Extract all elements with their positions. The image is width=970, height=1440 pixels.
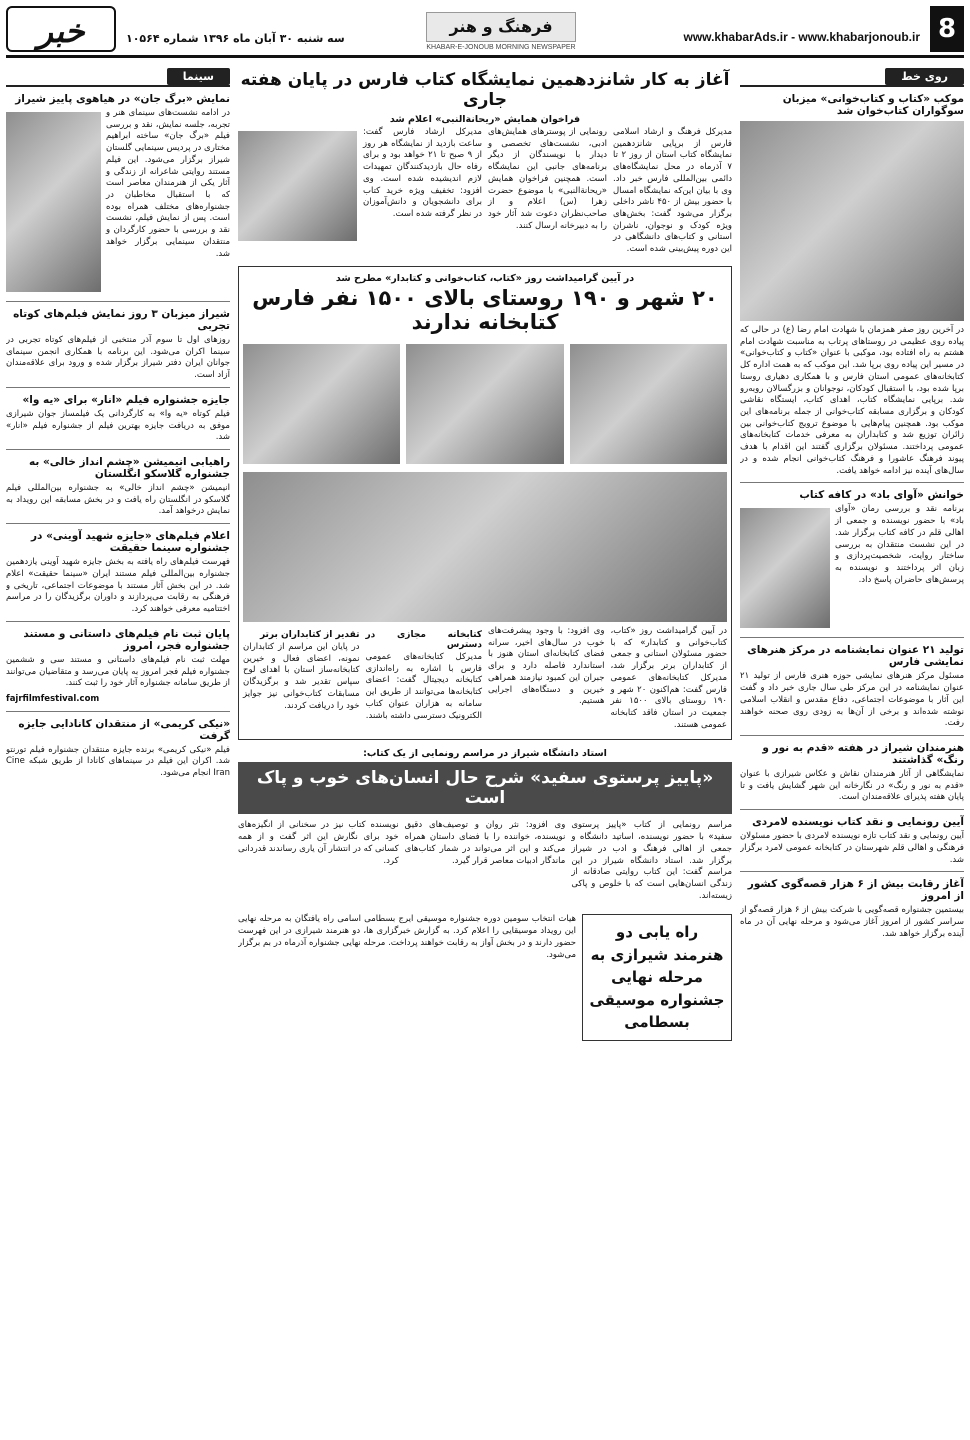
- article-title: جایزه جشنواره فیلم «انار» برای «یه وا»: [22, 393, 230, 406]
- article-body: مدیرکل فرهنگ و ارشاد اسلامی فارس از برپایی شانزدهمین نمایشگاه کتاب استان از روز ۲ تا ۷ آذرماه در محل نمایشگاه‌های دائمی بین‌المللی فارس خبر داد. وی با بیان این‌که نمایشگاه امسال با حضور بیش از ۴۵۰ ناشر داخلی برگزار می‌شود گفت: بخش‌های ویژه کودک و نوجوان، ناشران استانی و کتاب‌های دانشگاهی در این دوره پیش‌بینی شده است.: [613, 127, 732, 255]
- column-tag: سینما: [167, 68, 230, 85]
- subhead: کتابخانه مجازی در دسترس: [365, 629, 482, 650]
- article-body: نویسنده کتاب نیز در سخنانی از انگیزه‌های خود برای نگارش این اثر گفت و از همه کسانی که در انتشار آن یاری رساندند قدردانی کرد.: [238, 820, 399, 866]
- article-body: انیمیشن «چشم انداز خالی» به جشنواره بین‌المللی فیلم گلاسکو در انگلستان راه یافت و در بخش مسابقه این رویداد به نمایش درخواهد آمد.: [6, 483, 230, 517]
- headline-music-festival: راه یابی دو هنرمند شیرازی به مرحله نهایی جشنواره موسیقی بسطامی: [582, 914, 732, 1041]
- article-title: نمایش «برگ جان» در هیاهوی پاییز شیراز: [15, 93, 230, 105]
- article-body: برنامه نقد و بررسی رمان «آوای باد» با حضور نویسنده و جمعی از اهالی قلم در کافه کتاب برگزار شد. در این نشست منتقدان به بررسی ساختار روایت، شخصیت‌پردازی و زبان اثر پرداختند و نویسنده به پرسش‌های حاضران پاسخ داد.: [835, 504, 964, 585]
- article-title: آیین رونمایی و نقد کتاب نویسنده لامردی: [752, 816, 964, 829]
- subhead: تقدیر از کتابداران برتر: [259, 629, 360, 640]
- article-title: تولید ۲۱ عنوان نمایشنامه در مرکز هنرهای نمایشی فارس: [747, 644, 964, 669]
- film-poster-image: [6, 112, 101, 292]
- photo-speaker-2: [406, 344, 563, 464]
- right-column: [740, 68, 964, 1434]
- article-body: در آخرین روز صفر همزمان با شهادت امام رضا (ع) در حالی که پیاده روی عظیمی در روستاهای پرتاب به مناسبت شهادت امام هشتم به راه افتاده بود، موکبی با عنوان «کتاب و کتاب‌خوانی» در مسیر این پیاده روی برپا شد. این موکب که به همت اداره کل کتابخانه‌های عمومی استان فارس و با همکاری دهیاری روستا برپا شده بود، با استقبال کودکان، نوجوانان و بزرگسالان روبه‌رو شد. برپایی نمایشگاه کتاب، اهدای کتاب، ایستگاه نقاشی کودکان و برگزاری مسابقه کتاب‌خوانی از جمله برنامه‌های این موکب بود. همچنین پیام‌هایی با موضوع ترویج کتاب‌خوانی بین زائران توزیع شد و کتابداران به معرفی خدمات کتابخانه‌های عمومی پرداختند. مسئولان برگزاری گفتند این اقدام با هدف پیوند فرهنگ عاشورا و فرهنگ کتاب‌خوانی انجام شده و در سال‌های آینده نیز ادامه خواهد یافت.: [740, 325, 964, 476]
- article-title: خوانش «آوای باد» در کافه کتاب: [799, 489, 964, 502]
- photo-official-portrait: [238, 131, 357, 241]
- article-body: مدیرکل ارشاد فارس گفت: ساعت بازدید از نمایشگاه هر روز از ۹ صبح تا ۲۱ خواهد بود و برای رفاه حال بازدیدکنندگان تمهیدات لازم اندیشیده شده است. وی افزود: تخفیف ویژه خرید کتاب برای دانشجویان و دانش‌آموزان در نظر گرفته شده است.: [363, 127, 482, 220]
- column-tag: روی خط: [885, 68, 964, 85]
- kicker: استاد دانشگاه شیراز در مراسم رونمایی از یک کتاب:: [363, 748, 607, 760]
- left-column: [6, 68, 230, 1434]
- article-title: موکب «کتاب و کتاب‌خوانی» میزبان سوگواران کتاب‌خوان شد: [782, 93, 964, 117]
- subheadline: فراخوان همایش «ریحانة‌النبی» اعلام شد: [389, 114, 581, 125]
- headline-book-launch: «پاییز پرستوی سفید» شرح حال انسان‌های خوب و پاک است: [238, 762, 732, 814]
- article-body: آیین رونمایی و نقد کتاب تازه نویسنده لامردی با حضور مسئولان فرهنگی و اهالی قلم شهرستان در کتابخانه عمومی لامرد برگزار شد.: [740, 831, 964, 865]
- festival-website-link[interactable]: fajrfilmfestival.com: [6, 693, 100, 704]
- article-body: بیستمین جشنواره قصه‌گویی با شرکت بیش از ۶ هزار قصه‌گو از سراسر کشور از امروز آغاز می‌شود و مرحله نهایی آن در ماه آینده برگزار خواهد شد.: [740, 905, 964, 939]
- masthead: [6, 6, 964, 58]
- article-title: پایان ثبت نام فیلم‌های داستانی و مستند جشنواره فجر، امروز: [23, 627, 230, 652]
- photo-award-ceremony: [243, 472, 727, 622]
- article-body: مراسم رونمایی از کتاب «پاییز پرستوی سفید» با حضور نویسنده، اساتید دانشگاه و جمعی از اهالی فرهنگ و ادب در شیراز برگزار شد. استاد دانشگاه شیراز در این مراسم گفت: این کتاب روایتی صادقانه از زندگی انسان‌هایی است که با خلوص و پاکی زیسته‌اند.: [571, 820, 732, 901]
- newspaper-logo: خبر: [6, 6, 116, 52]
- photo-book-tent: [740, 121, 964, 321]
- article-body: در ادامه نشست‌های سینمای هنر و تجربه، جلسه نمایش، نقد و بررسی فیلم «برگ جان» ساخته ابراهیم مختاری در پردیس سینمایی گلستان شیراز برگزار می‌شود. این فیلم مستند روایتی شاعرانه از زندگی و آثار یکی از هنرمندان معاصر است که با استقبال مخاطبان در جشنواره‌های مختلف همراه بوده است. پس از نمایش فیلم، نشست نقد و بررسی با حضور کارگردان و منتقدان سینمایی برگزار خواهد شد.: [106, 108, 230, 259]
- book-cover-image: [740, 508, 830, 628]
- article-title: شیراز میزبان ۳ روز نمایش فیلم‌های کوتاه تجربی: [13, 308, 230, 332]
- center-column: [238, 68, 732, 1434]
- article-body: در پایان این مراسم از کتابداران نمونه، اعضای فعال و خیرین کتابخانه‌ساز استان با اهدای لوح سپاس تقدیر شد و برگزیدگان مسابقات کتاب‌خوانی نیز جوایز خود را دریافت کردند.: [243, 641, 360, 711]
- headline-book-fair: آغاز به کار شانزدهمین نمایشگاه کتاب فارس در پایان هفته جاری: [240, 70, 730, 110]
- article-body: وی افزود: با وجود پیشرفت‌های خوب در سال‌های اخیر، سرانه فضای کتابخانه‌ای استان هنوز با استاندارد فاصله دارد و برای جبران این کمبود نیازمند همراهی خیرین و دستگاه‌های اجرایی هستیم.: [488, 625, 605, 707]
- article-title: راهیابی انیمیشن «چشم انداز خالی» به جشنواره گلاسکو انگلستان: [29, 456, 230, 481]
- page-number: 8: [930, 6, 964, 52]
- section-title: فرهنگ و هنر: [426, 12, 576, 42]
- article-body: مدیرکل کتابخانه‌های عمومی فارس با اشاره به راه‌اندازی کتابخانه دیجیتال گفت: اعضای کتابخانه‌ها می‌توانند از طریق این سامانه به هزاران عنوان کتاب الکترونیک دسترسی داشته باشند.: [365, 651, 482, 721]
- article-body: نمایشگاهی از آثار هنرمندان نقاش و عکاس شیرازی با عنوان «قدم به نور و رنگ» در نگارخانه این شهر گشایش یافت و تا پایان هفته پذیرای علاقه‌مندان است.: [740, 768, 964, 803]
- article-body: در آیین گرامیداشت روز «کتاب، کتاب‌خوانی و کتابدار» که با حضور مسئولان استانی و جمعی از کتابداران برتر برگزار شد، مدیرکل کتابخانه‌های عمومی فارس گفت: هم‌اکنون ۲۰ شهر و ۱۹۰ روستای بالای ۱۵۰۰ نفر جمعیت در استان فاقد کتابخانه عمومی هستند.: [610, 625, 727, 730]
- article-body: فیلم کوتاه «یه وا» به کارگردانی یک فیلمساز جوان شیرازی موفق به دریافت جایزه بهترین فیلم از جشنواره فیلم «انار» شد.: [6, 408, 230, 443]
- headline-libraries: ۲۰ شهر و ۱۹۰ روستای بالای ۱۵۰۰ نفر فارس کتابخانه ندارند: [252, 285, 718, 334]
- newspaper-english-name: KHABAR-E-JONOUB MORNING NEWSPAPER: [426, 44, 576, 51]
- article-title: «نیکی کریمی» از منتقدان کانادایی جایزه گرفت: [18, 717, 230, 742]
- article-body: رونمایی از پوسترهای همایش‌های ادبی، نشست‌های تخصصی و دیدار با نویسندگان از دیگر برنامه‌های جانبی این نمایشگاه است. همچنین فراخوان همایش «ریحانة‌النبی» با موضوع حضرت زهرا (س) اعلام و از صاحب‌نظران دعوت شد آثار خود را به دبیرخانه ارسال کنند.: [488, 127, 607, 231]
- article-title: آغاز رقابت بیش از ۶ هزار قصه‌گوی کشور از امروز: [747, 878, 964, 903]
- article-body: روزهای اول تا سوم آذر منتخبی از فیلم‌های کوتاه تجربی در سینما اکران می‌شود. این برنامه با همکاری انجمن سینمای جوانان ایران دفتر شیراز برگزار شده و ورود برای علاقه‌مندان آزاد است.: [6, 335, 230, 381]
- article-title: اعلام فیلم‌های «جایزه شهید آوینی» در جشنواره سینما حقیقت: [30, 530, 230, 555]
- article-body: هیات انتخاب سومین دوره جشنواره موسیقی ایرج بسطامی اسامی راه یافتگان به مرحله نهایی این رویداد موسیقایی را اعلام کرد. به گزارش خبرگزاری ها، دو هنرمند شیرازی در این فهرست حضور دارند و در بخش آواز به رقابت خواهند پرداخت. مرحله نهایی جشنواره آذرماه در بم برگزار می‌شود.: [238, 914, 576, 960]
- website-urls: www.khabarAds.ir - www.khabarjonoub.ir: [683, 30, 920, 44]
- photo-speaker-1: [570, 344, 727, 464]
- photo-speaker-3: [243, 344, 400, 464]
- article-body: مسئول مرکز هنرهای نمایشی حوزه هنری فارس از تولید ۲۱ عنوان نمایشنامه در این مرکز طی سال جاری خبر داد و گفت این آثار با موضوعات اجتماعی، دفاع مقدس و انقلاب اسلامی نوشته شده‌اند و برخی از آن‌ها به زودی روی صحنه خواهند رفت.: [740, 671, 964, 729]
- dateline: سه شنبه ۳۰ آبان ماه ۱۳۹۶ شماره ۱۰۵۶۴: [126, 32, 345, 45]
- article-body: مهلت ثبت نام فیلم‌های داستانی و مستند سی و ششمین جشنواره فیلم فجر امروز به پایان می‌رسد و متقاضیان می‌توانند از طریق سامانه جشنواره آثار خود را ثبت کنند.: [6, 654, 230, 689]
- article-body: وی افزود: نثر روان و توصیف‌های دقیق نویسنده، خواننده را با فضای داستان همراه می‌کند و این اثر می‌تواند در شمار کتاب‌های ماندگار ادبیات معاصر قرار گیرد.: [404, 820, 566, 866]
- article-body: فیلم «نیکی کریمی» برنده جایزه منتقدان جشنواره فیلم تورنتو شد. اکران این فیلم در سینماهای کانادا از طریق شبکه Cine Iran انجام می‌شود.: [6, 744, 230, 779]
- article-body: فهرست فیلم‌های راه یافته به بخش جایزه شهید آوینی یازدهمین جشنواره بین‌المللی فیلم مستند ایران «سینما حقیقت» اعلام شد. در این بخش آثار مستند با موضوعات اجتماعی، تاریخی و فرهنگی به رقابت می‌پردازند و داوران برگزیدگان را در مراسم اختتامیه معرفی خواهند کرد.: [6, 557, 230, 615]
- kicker: در آیین گرامیداشت روز «کتاب، کتاب‌خوانی و کتابدار» مطرح شد: [335, 272, 635, 284]
- article-title: هنرمندان شیراز در هفته «قدم به نور و رنگ» گذاشتند: [762, 741, 964, 766]
